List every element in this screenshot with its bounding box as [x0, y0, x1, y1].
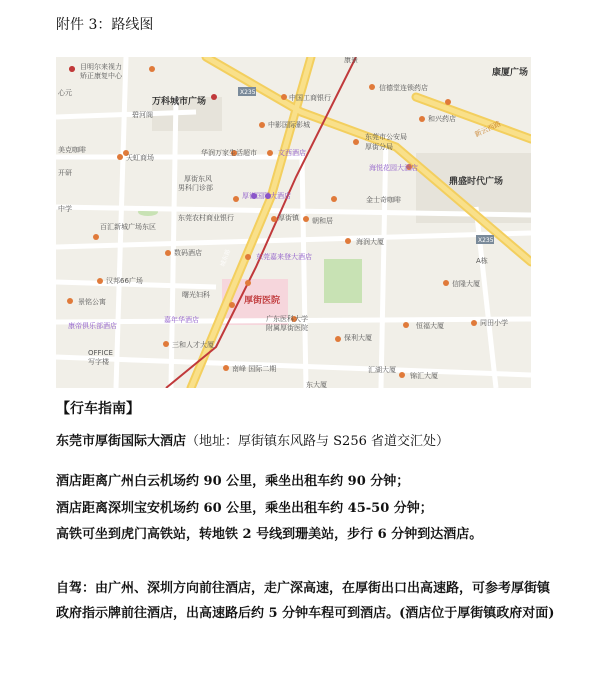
svg-text:X235: X235 — [240, 89, 256, 96]
svg-text:万科城市广场: 万科城市广场 — [152, 97, 207, 107]
hotel-name: 东莞市厚街国际大酒店 — [56, 434, 187, 449]
svg-text:男科门诊部: 男科门诊部 — [178, 184, 213, 192]
svg-text:厚街医院: 厚街医院 — [244, 296, 281, 306]
svg-text:写字楼: 写字楼 — [88, 358, 109, 366]
park-area — [324, 259, 362, 303]
transport-line-guangzhou: 酒店距离广州白云机场约 90 公里，乘坐出租车约 90 分钟； — [56, 474, 410, 489]
svg-text:景铭公寓: 景铭公寓 — [78, 298, 106, 306]
page-heading: 附件 3：路线图 — [56, 17, 154, 33]
svg-text:恒福大厦: 恒福大厦 — [416, 322, 444, 330]
svg-text:新云西路: 新云西路 — [473, 119, 503, 139]
svg-text:天虹商场: 天虹商场 — [126, 154, 154, 162]
svg-text:数码酒店: 数码酒店 — [174, 249, 202, 257]
svg-text:文西酒店: 文西酒店 — [278, 149, 306, 157]
svg-text:开研: 开研 — [58, 169, 72, 177]
svg-text:保利大厦: 保利大厦 — [344, 334, 372, 342]
svg-text:碧河阁: 碧河阁 — [132, 111, 153, 119]
svg-text:信德堂连锁药店: 信德堂连锁药店 — [379, 84, 428, 92]
svg-text:同田小学: 同田小学 — [480, 319, 508, 327]
svg-text:海悦花园大酒店: 海悦花园大酒店 — [369, 164, 418, 172]
svg-text:鼎盛时代广场: 鼎盛时代广场 — [449, 177, 504, 187]
svg-text:康帝俱乐部酒店: 康帝俱乐部酒店 — [68, 322, 117, 330]
svg-text:X235: X235 — [478, 237, 494, 244]
svg-text:附属厚街医院: 附属厚街医院 — [266, 324, 308, 332]
route-map-graphic — [56, 57, 531, 388]
svg-text:中影国际影城: 中影国际影城 — [268, 121, 310, 129]
svg-text:中国工商银行: 中国工商银行 — [289, 94, 331, 102]
svg-text:朝和居: 朝和居 — [312, 217, 333, 225]
svg-text:曙光妇科: 曙光妇科 — [182, 291, 210, 299]
svg-text:东莞嘉来登大酒店: 东莞嘉来登大酒店 — [256, 253, 312, 261]
svg-text:海润大厦: 海润大厦 — [356, 238, 384, 246]
svg-text:心元: 心元 — [58, 89, 72, 97]
self-drive-instructions: 自驾：由广州、深圳方向前往酒店，走广深高速，在厚街出口出高速路，可参考厚街镇政府指示牌前往酒店，出高速路后约 5 分钟车程可到酒店。(酒店位于厚街镇政府对面) — [56, 581, 555, 621]
svg-text:厚街国际大酒店: 厚街国际大酒店 — [242, 192, 291, 200]
svg-text:城东路: 城东路 — [219, 248, 233, 268]
svg-text:康厦广场: 康厦广场 — [492, 68, 529, 78]
svg-text:A栋: A栋 — [476, 257, 488, 265]
svg-text:美克咖啡: 美克咖啡 — [58, 146, 86, 154]
svg-text:三和人才大厦: 三和人才大厦 — [172, 341, 214, 349]
svg-text:和兴药店: 和兴药店 — [428, 115, 456, 123]
svg-text:金士奇咖啡: 金士奇咖啡 — [366, 196, 401, 204]
svg-text:汇湖大厦: 汇湖大厦 — [368, 366, 396, 374]
transport-line-railway: 高铁可坐到虎门高铁站，转地铁 2 号线到珊美站，步行 6 分钟到达酒店。 — [56, 527, 483, 542]
svg-text:OFFICE: OFFICE — [88, 349, 113, 357]
svg-text:东莞农村商业银行: 东莞农村商业银行 — [178, 214, 234, 222]
svg-text:厚街镇: 厚街镇 — [278, 214, 299, 222]
svg-text:矫正康复中心: 矫正康复中心 — [80, 72, 122, 80]
section-title-driving-guide: 【行车指南】 — [56, 401, 140, 417]
hotel-info — [56, 430, 449, 449]
svg-text:嘉年华酒店: 嘉年华酒店 — [164, 316, 199, 324]
route-map[interactable] — [56, 57, 531, 388]
svg-text:广东医科大学: 广东医科大学 — [266, 315, 308, 323]
svg-text:厚街东风: 厚街东风 — [184, 175, 212, 183]
hotel-address: （地址：厚街镇东风路与 S256 省道交汇处） — [186, 434, 449, 449]
svg-text:锦汇大厦: 锦汇大厦 — [410, 372, 438, 380]
svg-text:南峰 国际二期: 南峰 国际二期 — [232, 365, 277, 373]
svg-text:康景: 康景 — [344, 57, 358, 64]
svg-text:厚街分局: 厚街分局 — [365, 143, 393, 151]
transport-line-shenzhen: 酒店距离深圳宝安机场约 60 公里，乘坐出租车约 45-50 分钟； — [56, 501, 433, 516]
svg-text:百汇新城广场东区: 百汇新城广场东区 — [100, 223, 156, 231]
svg-text:东莞市公安局: 东莞市公安局 — [365, 133, 407, 141]
svg-text:汉邦66广场: 汉邦66广场 — [106, 277, 143, 285]
svg-text:东大厦: 东大厦 — [306, 381, 327, 388]
svg-text:华润万家生活超市: 华润万家生活超市 — [201, 149, 257, 157]
svg-text:中学: 中学 — [58, 205, 72, 213]
svg-text:信隆大厦: 信隆大厦 — [452, 280, 480, 288]
svg-text:目明尔来视力: 目明尔来视力 — [80, 63, 122, 71]
